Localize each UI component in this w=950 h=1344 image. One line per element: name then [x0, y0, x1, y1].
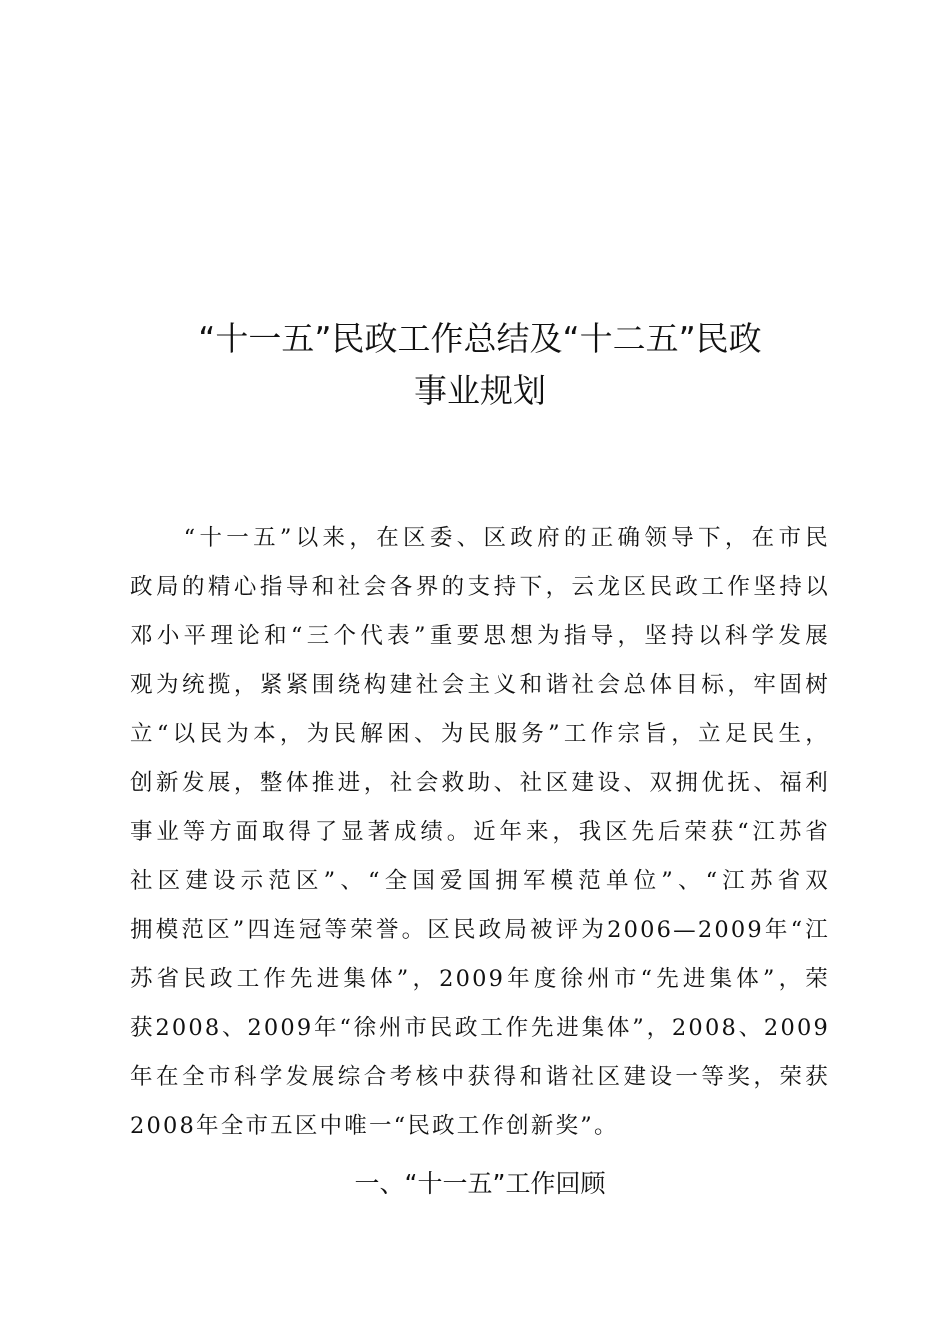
- paragraph-line: 苏省民政工作先进集体”，2009年度徐州市“先进集体”，荣: [130, 966, 830, 992]
- paragraph-line: 邓小平理论和“三个代表”重要思想为指导，坚持以科学发展: [130, 623, 830, 649]
- paragraph-line: 事业等方面取得了显著成绩。近年来，我区先后荣获“江苏省: [130, 819, 830, 845]
- paragraph-line: 年在全市科学发展综合考核中获得和谐社区建设一等奖，荣获: [130, 1064, 830, 1090]
- paragraph-line: 拥模范区”四连冠等荣誉。区民政局被评为2006—2009年“江: [130, 917, 830, 943]
- paragraph-line: “十一五”以来，在区委、区政府的正确领导下，在市民: [130, 525, 830, 551]
- section-heading: 一、“十一五”工作回顾: [354, 1169, 606, 1198]
- paragraph-line: 创新发展，整体推进，社会救助、社区建设、双拥优抚、福利: [130, 770, 830, 796]
- paragraph-line: 立“以民为本，为民解困、为民服务”工作宗旨，立足民生，: [130, 721, 830, 747]
- paragraph-line: 观为统揽，紧紧围绕构建社会主义和谐社会总体目标，牢固树: [130, 672, 830, 698]
- paragraph-line: 获2008、2009年“徐州市民政工作先进集体”，2008、2009: [130, 1015, 830, 1041]
- intro-paragraph: [130, 514, 830, 1151]
- title-line-1: “十一五”民政工作总结及“十二五”民政: [198, 319, 762, 358]
- document-title: [130, 313, 830, 417]
- paragraph-line: 社区建设示范区”、“全国爱国拥军模范单位”、“江苏省双: [130, 868, 830, 894]
- paragraph-line: 2008年全市五区中唯一“民政工作创新奖”。: [130, 1113, 619, 1139]
- paragraph-line: 政局的精心指导和社会各界的支持下，云龙区民政工作坚持以: [130, 574, 830, 600]
- title-line-2: 事业规划: [414, 371, 546, 410]
